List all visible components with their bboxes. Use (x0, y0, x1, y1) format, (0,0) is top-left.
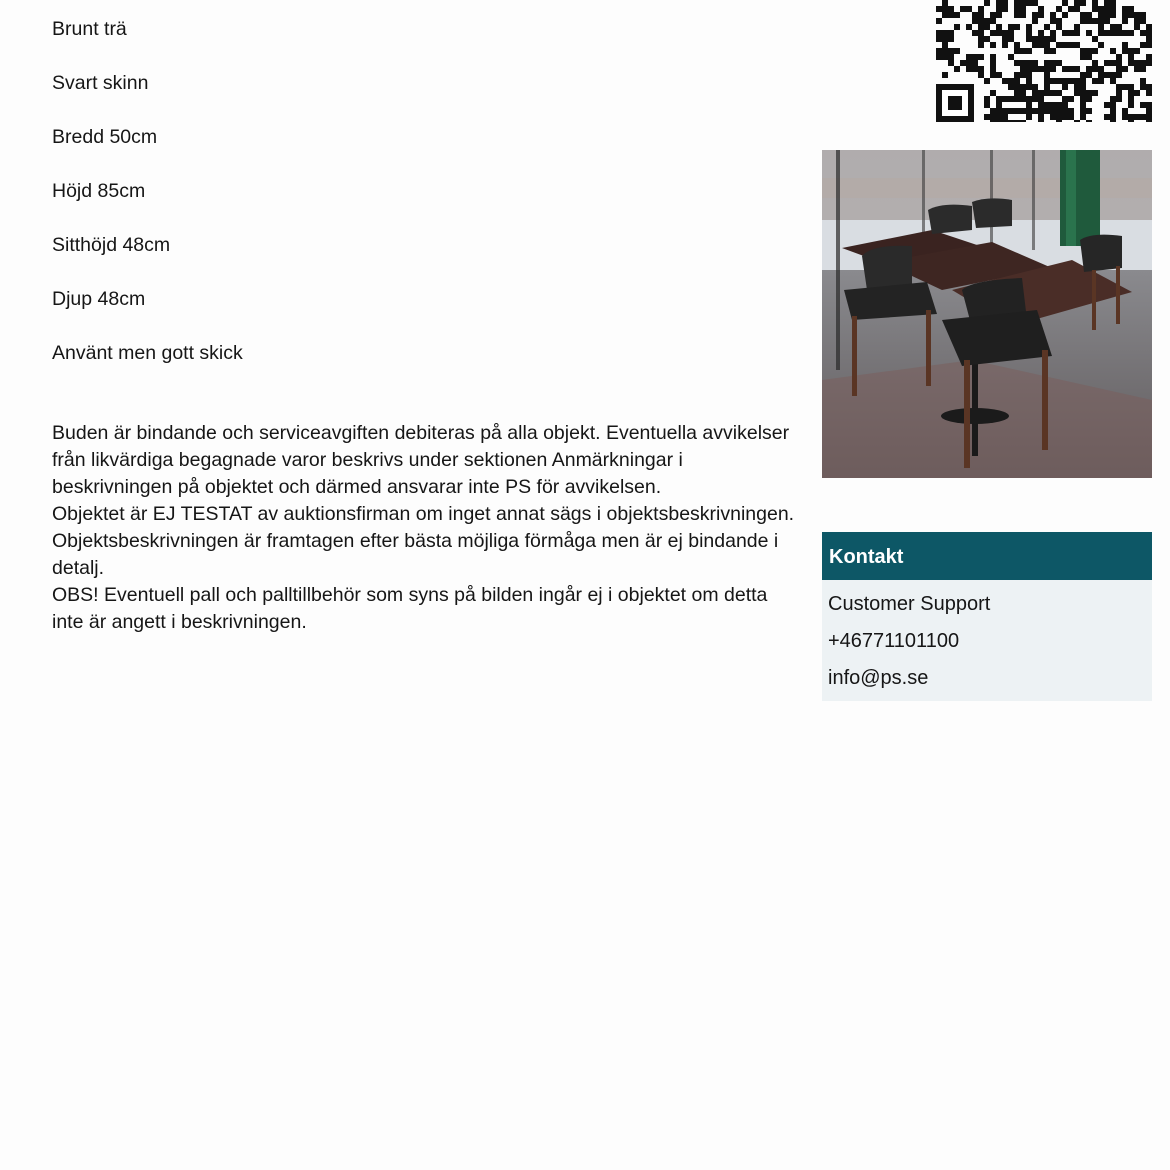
disclaimer-pallet-paragraph: OBS! Eventuell pall och palltillbehör som syns på bilden ingår ej i objektet om detta inte är angett i beskrivningen. (52, 584, 768, 633)
qr-code-icon (936, 0, 1152, 122)
spec-width: Bredd 50cm (52, 126, 158, 148)
spec-upholstery: Svart skinn (52, 72, 149, 94)
spec-condition: Använt men gott skick (52, 342, 243, 364)
contact-phone[interactable]: +46771101100 (828, 630, 960, 652)
disclaimer-untested-paragraph: Objektet är EJ TESTAT av auktionsfirman om inget annat sägs i objektsbeskrivningen. Objektsbeskrivningen är framtagen efter bästa möjliga förmåga men är ej bindande i detalj. (52, 503, 795, 579)
terms-disclaimer (52, 420, 802, 636)
spec-seat-height: Sitthöjd 48cm (52, 234, 171, 256)
spec-depth: Djup 48cm (52, 288, 146, 310)
contact-email[interactable]: info@ps.se (828, 667, 929, 689)
contact-title: Kontakt (822, 532, 1152, 580)
contact-details (822, 580, 1152, 701)
spec-material: Brunt trä (52, 18, 127, 40)
contact-card (822, 532, 1152, 701)
disclaimer-bids-paragraph: Buden är bindande och serviceavgiften debiteras på alla objekt. Eventuella avvikelser från likvärdiga begagnade varor beskrivs under sektionen Anmärkningar i beskrivningen på objektet och därmed ansvarar inte PS för avvikelsen. (52, 422, 790, 498)
spec-height: Höjd 85cm (52, 180, 146, 202)
contact-name: Customer Support (828, 593, 991, 615)
product-photo (822, 150, 1152, 478)
